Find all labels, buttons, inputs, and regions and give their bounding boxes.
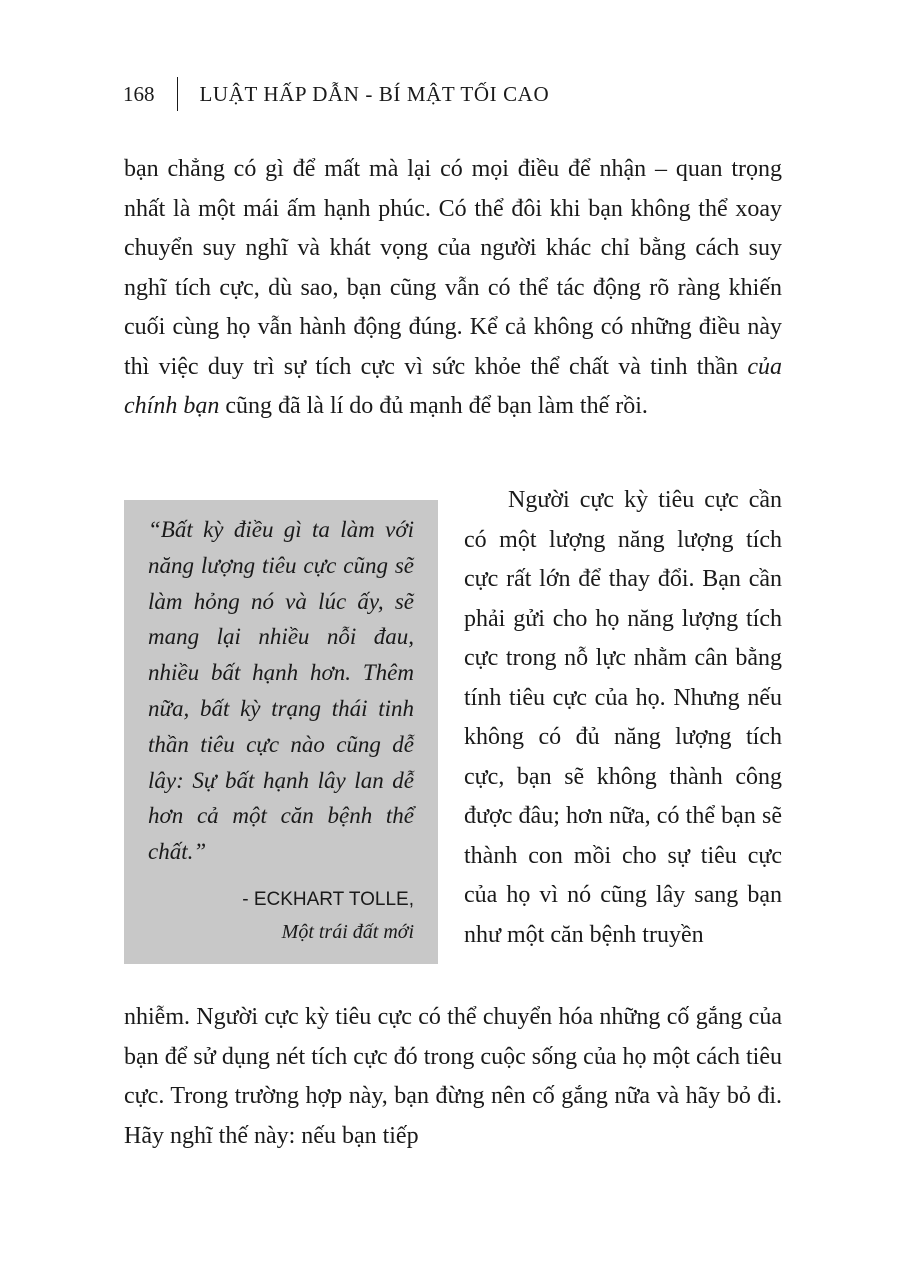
pull-quote-box — [124, 500, 438, 964]
page-number: 168 — [123, 81, 155, 106]
pull-quote-book: Một trái đất mới — [281, 920, 414, 943]
paragraph-top — [124, 150, 782, 427]
header-divider — [177, 77, 178, 111]
pull-quote-author: - ECKHART TOLLE, — [242, 888, 414, 910]
pull-quote-text: “Bất kỳ điều gì ta làm với năng lượng tiêu cực cũng sẽ làm hỏng nó và lúc ấy, sẽ mang lại nhiều nỗi đau, nhiều bất hạnh hơn. Thêm nữa, bất kỳ trạng thái tinh thần tiêu cực nào cũng dễ lây: Sự bất hạnh lây lan dễ hơn cả một căn bệnh thể chất.” — [148, 517, 414, 865]
paragraph-top-text-1: bạn chẳng có gì để mất mà lại có mọi điều để nhận – quan trọng nhất là một mái ấm hạnh phúc. Có thể đôi khi bạn không thể xoay chuyển suy nghĩ và khát vọng của người khác chỉ bằng cách suy nghĩ tích cực, dù sao, bạn cũng vẫn có thể tác động rõ ràng khiến cuối cùng họ vẫn hành động đúng. Kể cả không có những điều này thì việc duy trì sự tích cực vì sức khỏe thể chất và tinh thần — [124, 156, 782, 380]
paragraph-top-text-2: cũng đã là lí do đủ mạnh để bạn làm thế rồi. — [219, 393, 648, 419]
paragraph-side: Người cực kỳ tiêu cực cần có một lượng năng lượng tích cực rất lớn để thay đổi. Bạn cần phải gửi cho họ năng lượng tích cực trong nỗ lực nhằm cân bằng tính tiêu cực của họ. Nhưng nếu không có đủ năng lượng tích cực, bạn sẽ không thành công được đâu; hơn nữa, có thể bạn sẽ thành con mồi cho sự tiêu cực của họ vì nó cũng lây sang bạn như một căn bệnh truyền — [464, 487, 782, 948]
running-title: LUẬT HẤP DẪN - BÍ MẬT TỐI CAO — [199, 81, 550, 106]
page-header — [123, 74, 549, 114]
paragraph-top-emphasis: của chính bạn — [124, 353, 782, 419]
paragraph-bottom: nhiễm. Người cực kỳ tiêu cực có thể chuyển hóa những cố gắng của bạn để sử dụng nét tích cực đó trong cuộc sống của họ một cách tiêu cực. Trong trường hợp này, bạn đừng nên cố gắng nữa và hãy bỏ đi. Hãy nghĩ thế này: nếu bạn tiếp — [124, 1004, 782, 1149]
